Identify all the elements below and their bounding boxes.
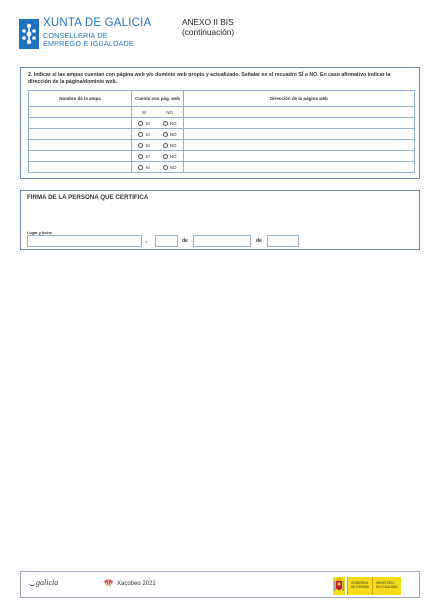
no-radio[interactable] xyxy=(163,154,168,159)
government-logo xyxy=(333,577,401,595)
annex-subtitle: (continuación) xyxy=(182,27,235,37)
logo-name: XUNTA DE GALICIA xyxy=(43,17,152,29)
web-yes-no-cell xyxy=(132,151,184,162)
no-label: NO xyxy=(169,142,177,148)
yes-label: SÍ xyxy=(145,153,150,159)
ampa-name-cell[interactable] xyxy=(29,107,132,118)
de-separator-2: de xyxy=(256,238,262,244)
logo-subtitle-2: EMPREGO E IGUALDADE xyxy=(43,39,134,48)
place-date-label: Lugar y fecha xyxy=(27,231,52,235)
no-radio[interactable] xyxy=(163,132,168,137)
no-label: NO xyxy=(169,120,177,126)
government-text: GOBIERNO DE ESPAÑA xyxy=(351,581,370,589)
ampa-name-cell[interactable] xyxy=(29,140,132,151)
no-label: NO xyxy=(169,164,177,170)
table-row xyxy=(29,107,415,118)
no-label: NO xyxy=(169,153,177,159)
web-address-cell[interactable] xyxy=(184,162,415,173)
place-field[interactable] xyxy=(27,235,142,247)
web-address-cell[interactable] xyxy=(184,140,415,151)
yes-label: SÍ xyxy=(145,131,150,137)
xunta-logo xyxy=(19,18,151,49)
xacobeo-logo xyxy=(103,578,156,589)
web-address-cell[interactable] xyxy=(184,129,415,140)
spain-coat-of-arms-icon xyxy=(333,577,345,595)
yes-radio[interactable] xyxy=(138,165,143,170)
galicia-swoosh-icon xyxy=(29,581,35,586)
table-row xyxy=(29,151,415,162)
de-separator-1: de xyxy=(182,238,188,244)
web-address-cell[interactable] xyxy=(184,118,415,129)
xacobeo-logo-text: Xacobeo 2021 xyxy=(117,580,156,587)
table-row xyxy=(29,162,415,173)
ampa-name-cell[interactable] xyxy=(29,129,132,140)
government-text-panel xyxy=(347,577,372,595)
annex-title: ANEXO II BIS xyxy=(182,17,234,27)
yes-label: SÍ xyxy=(145,142,150,148)
no-radio[interactable] xyxy=(163,121,168,126)
table-row xyxy=(29,129,415,140)
no-label: NO xyxy=(166,109,173,115)
no-radio[interactable] xyxy=(163,165,168,170)
web-yes-no-cell xyxy=(132,140,184,151)
column-header-web: Cuenta con pág. web xyxy=(132,91,184,107)
annex-heading xyxy=(182,17,234,37)
column-header-name: Nombre de la ampa xyxy=(29,91,132,107)
web-presence-instruction: 2. Indicar si las ampas cuentan con página web y/o dominio web propio y actualizado. Señalar en el recuadro SÍ o NO. En caso afirmativo indicar la dirección de la página/dominio web. xyxy=(28,72,391,85)
web-yes-no-cell xyxy=(132,129,184,140)
web-yes-no-cell xyxy=(132,162,184,173)
galicia-logo-text: galicia xyxy=(36,578,59,587)
day-field[interactable] xyxy=(155,235,178,247)
comma-separator: , xyxy=(146,238,148,244)
logo-subtitle-1: CONSELLERÍA DE xyxy=(43,30,108,40)
web-address-cell[interactable] xyxy=(184,107,415,118)
ministry-text: MINISTERIO DE IGUALDAD xyxy=(376,581,398,589)
yes-label: SÍ xyxy=(145,120,150,126)
ampa-name-cell[interactable] xyxy=(29,151,132,162)
web-yes-no-cell xyxy=(132,118,184,129)
no-label: NO xyxy=(169,131,177,137)
no-radio[interactable] xyxy=(163,143,168,148)
web-address-cell[interactable] xyxy=(184,151,415,162)
yes-radio[interactable] xyxy=(138,132,143,137)
column-header-address: Dirección de la página web xyxy=(184,91,415,107)
signature-title: FIRMA DE LA PERSONA QUE CERTIFICA xyxy=(27,194,149,201)
ampa-name-cell[interactable] xyxy=(29,118,132,129)
yes-radio[interactable] xyxy=(138,121,143,126)
yes-label: SÍ xyxy=(141,109,147,115)
year-field[interactable] xyxy=(267,235,299,247)
month-field[interactable] xyxy=(193,235,251,247)
table-row xyxy=(29,140,415,151)
ampas-web-table xyxy=(28,90,415,173)
galicia-logo xyxy=(29,578,58,587)
yes-radio[interactable] xyxy=(138,143,143,148)
ampa-name-cell[interactable] xyxy=(29,162,132,173)
xunta-emblem-icon xyxy=(19,19,39,49)
xacobeo-scallop-icon xyxy=(103,578,114,589)
web-yes-no-cell xyxy=(132,107,184,118)
yes-radio[interactable] xyxy=(138,154,143,159)
yes-label: SÍ xyxy=(145,164,150,170)
table-row xyxy=(29,118,415,129)
ministry-text-panel xyxy=(372,577,401,595)
